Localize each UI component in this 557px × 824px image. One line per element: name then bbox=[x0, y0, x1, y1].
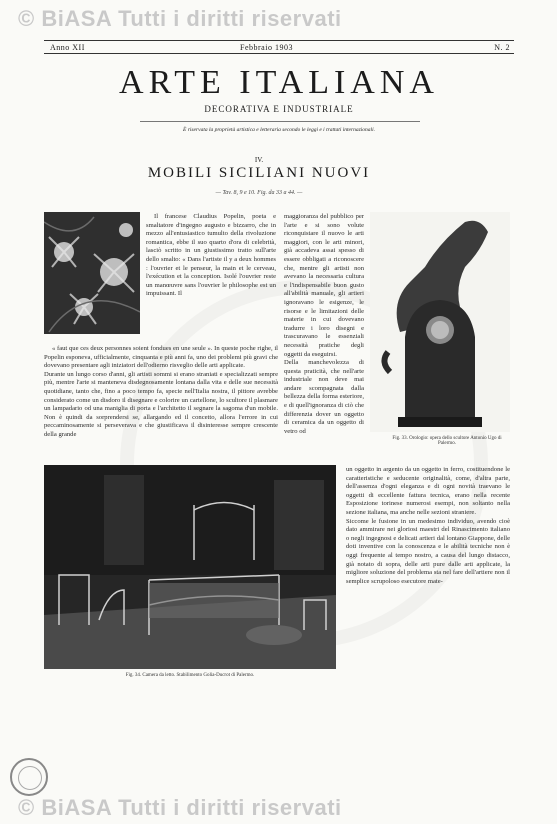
clock-photo bbox=[370, 212, 510, 432]
col1-bottom-text: « faut que ces deux personnes soient fondues en une seule ». In queste poche righe, il Popelin esponeva, ufficialmente, cinquanta e più anni fa, uno dei problemi più gravi che dovevano presentare agli iniziatori dell'odierno risveglio delle arti applicate. Durante un lungo corso d'anni, gli artisti sommi si erano straniati e specializzati sempre più, mentre l'arte si manteneva disdegnosamente lontana dalla vita e delle sue necessità quotidiane, tanto che, fino a poco tempo fa, specie nell'Italia nostra, il pittore avrebbe considerato come un disdoro il disegnare e colorire un cartellone, lo scultore il plasmare un lampadario od una maniglia di porta e l'architetto il segnare la sagoma d'un mobile. Non è quindi da sorprendersi se, allargando ed il concetto, allora l'errore in cui peccaminosamente si perseverava e che giustificava il disinteresse sempre crescente della grande bbox=[44, 345, 278, 438]
bedroom-photo bbox=[44, 465, 336, 669]
journal-subtitle: DECORATIVA E INDUSTRIALE bbox=[204, 104, 354, 114]
column-3 bbox=[346, 466, 510, 587]
floral-tile-photo bbox=[44, 212, 140, 334]
journal-title: ARTE ITALIANA bbox=[119, 64, 439, 101]
plates-reference: — Tav. 8, 9 e 10. Fig. da 33 a 44. — bbox=[215, 190, 303, 196]
library-stamp bbox=[10, 758, 48, 796]
watermark-bottom: © BiASA Tutti i diritti riservati bbox=[18, 795, 342, 820]
rights-note: È riservata la proprietà artistica e letteraria secondo le leggi e i trattati internazionali. bbox=[183, 127, 375, 133]
column-2 bbox=[284, 213, 364, 437]
issue-date: Febbraio 1903 bbox=[240, 43, 293, 52]
col1-top-text: Il francese Claudius Popelin, poeta e smaltatore d'ingegno augusto e bizzarro, che in mezzo all'entusiastico tumulto della rivoluzione romantica, ebbe il suo quarto d'ora di celebrità, lasciò scritto in un giustissimo tratto sull'arte dello smalto: « Dans l'artiste il y a deux hommes : l'ouvrier et le penseur, la main et le cerveau, l'exécution et la conception. Isolé l'ouvrier reste un manœuvre sans l'ouvrier le philosophe est un impuissant. Il bbox=[146, 213, 276, 298]
section-number: IV. bbox=[254, 156, 264, 164]
watermark-top: © BiASA Tutti i diritti riservati bbox=[18, 6, 342, 31]
column-1-bottom bbox=[44, 345, 278, 441]
article-title: MOBILI SICILIANI NUOVI bbox=[147, 165, 371, 181]
bedroom-caption: Fig. 34. Camera da letto. Stabilimento Golia-Ducrot di Palermo. bbox=[125, 673, 255, 678]
column-1-top bbox=[146, 213, 276, 300]
col2-text: maggioranza del pubblico per l'arte e si sono volute riconquistare il nuovo le arti maggiori, con le arti minori, già accadeva assai spesso di essere obbligati a riconoscere che, mentre gli artisti non avevano la necessaria cultura e l'indispensabile buon gusto all'abilità manuale, gli artieri ignoravano le esigenze, le risorse e le limitazioni delle materie in cui dovevano tradurre i loro disegni e trascuravano le essenziali necessità pratiche degli oggetti da eseguirsi. Della manchevolezza di questa praticità, che nell'arte industriale non deve mai andare scompagnata dalla bellezza della forma esteriore, e di quell'ignoranza di ciò che differenzia dover un oggetto di ceramica da un oggetto di vetro od bbox=[284, 213, 364, 435]
header-rule-bottom bbox=[44, 53, 514, 54]
issue-number: N. 2 bbox=[494, 43, 510, 52]
issue-volume: Anno XII bbox=[50, 43, 85, 52]
col3-text: un oggetto in argento da un oggetto in ferro, costituendone le caratteristiche e seducente originalità, come, d'altra parte, dell'assenza d'ogni eleganza e di ogni novità traevano le oggetti di eccellente fattura tecnica, erano nella recente Esposizione torinese numerosi esempi, non soltanto nella sezione italiana, ma anche nelle sezioni straniere. Siccome le fusione in un medesimo individuo, avendo cioè dato ammirare nei gloriosi maestri del Rinascimento italiano o negli ingegnosi e delicati artieri dal lontano Giappone, delle doti inventive con la conoscenza e le abilità tecniche non è oggi frequente al tempo nostro, a causa del lungo distacco, già notato di sopra, delle arti pure dalle arti applicate, la migliore soluzione del problema sta nel fare dell'artiere non il semplice scrupoloso esecutore mate- bbox=[346, 466, 510, 585]
header-rule-top bbox=[44, 40, 514, 41]
clock-caption: Fig. 33. Orologio: opera dello scultore Antonio Ugo di Palermo. bbox=[392, 436, 502, 446]
subtitle-rule bbox=[140, 121, 420, 122]
